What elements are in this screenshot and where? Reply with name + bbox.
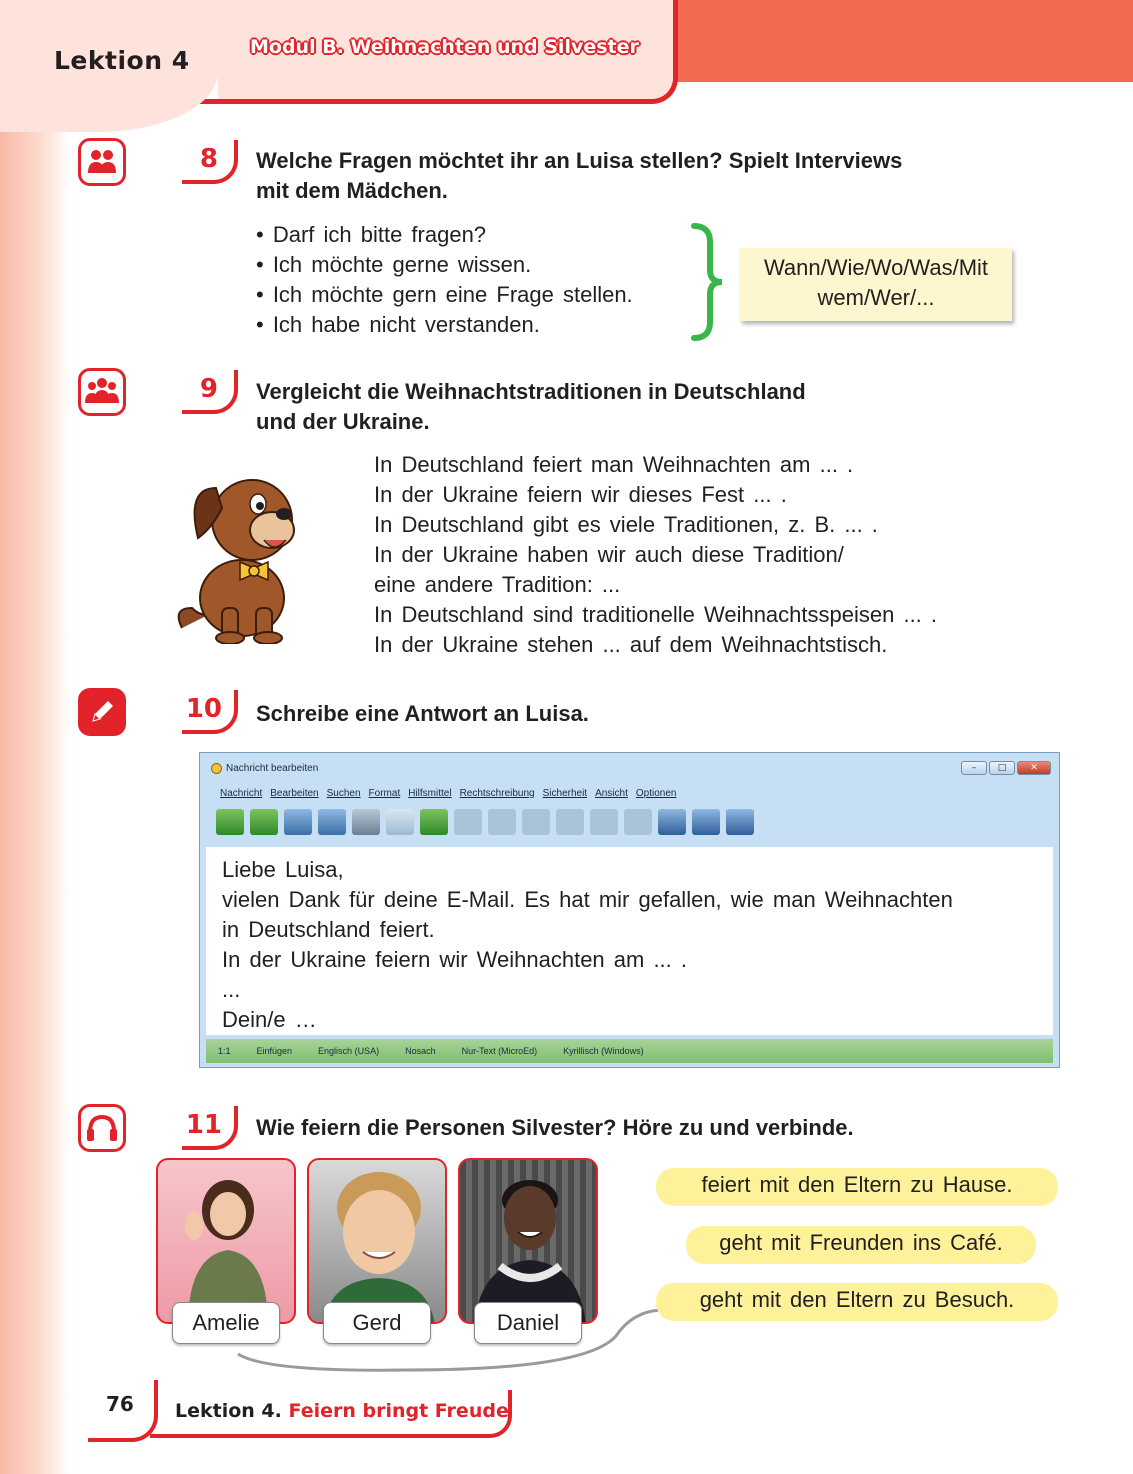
task-8-title-line2: mit dem Mädchen. xyxy=(256,178,448,203)
paste-special-icon[interactable] xyxy=(590,809,618,835)
status-bar xyxy=(206,1039,1053,1063)
window-title: Nachricht bearbeiten xyxy=(226,763,319,774)
status-language: Englisch (USA) xyxy=(318,1046,380,1056)
redo-icon[interactable] xyxy=(454,809,482,835)
footer-title xyxy=(175,1400,509,1422)
list-item: • Ich möchte gern eine Frage stellen. xyxy=(256,282,633,307)
module-title: Modul B. Weihnachten und Silvester xyxy=(250,36,639,58)
window-icon[interactable] xyxy=(726,809,754,835)
insert-icon[interactable] xyxy=(658,809,686,835)
message-line: in Deutschland feiert. xyxy=(222,917,435,942)
task-11-number: 11 xyxy=(185,1110,222,1140)
footer-lesson: Lektion 4. xyxy=(175,1400,282,1422)
group-work-icon xyxy=(78,368,126,416)
sentence-line: In der Ukraine feiern wir dieses Fest ... . xyxy=(374,482,787,507)
task-9-title-line1: Vergleicht die Weihnachtstraditionen in Deutschland xyxy=(256,379,806,404)
print-icon[interactable] xyxy=(352,809,380,835)
answer-option-3[interactable]: geht mit den Eltern zu Besuch. xyxy=(656,1283,1058,1321)
listening-headphones-icon xyxy=(78,1104,126,1152)
send-icon[interactable] xyxy=(216,809,244,835)
lesson-label: Lektion 4 xyxy=(54,46,190,75)
task-8-number: 8 xyxy=(199,144,218,174)
paste-icon[interactable] xyxy=(556,809,584,835)
message-line: Dein/e … xyxy=(222,1007,317,1032)
sentence-line: In Deutschland gibt es viele Traditionen, z. B. ... . xyxy=(374,512,878,537)
attach-icon[interactable] xyxy=(318,809,346,835)
layers-icon[interactable] xyxy=(692,809,720,835)
menu-item-hilfsmittel[interactable]: Hilfsmittel xyxy=(408,788,452,799)
list-item: • Ich möchte gerne wissen. xyxy=(256,252,532,277)
menu-item-bearbeiten[interactable]: Bearbeiten xyxy=(270,788,319,799)
save-icon[interactable] xyxy=(250,809,278,835)
menu-item-optionen[interactable]: Optionen xyxy=(635,788,677,799)
toolbar xyxy=(216,809,754,835)
minimize-button[interactable]: – xyxy=(961,761,987,775)
status-mode: Einfügen xyxy=(256,1046,293,1056)
status-position: 1:1 xyxy=(218,1046,231,1056)
sentence-line: In Deutschland feiert man Weihnachten am ... . xyxy=(374,452,854,477)
status-encoding: Kyrillisch (Windows) xyxy=(563,1046,644,1056)
list-item: • Ich habe nicht verstanden. xyxy=(256,312,540,337)
header-orange-band xyxy=(640,0,1133,82)
question-words-note xyxy=(740,248,1012,321)
note-line: Wann/Wie/Wo/Was/Mit xyxy=(763,255,989,280)
status-user: Nosach xyxy=(405,1046,436,1056)
close-button[interactable]: ✕ xyxy=(1017,761,1051,775)
menu-item-rechtschreibung[interactable]: Rechtschreibung xyxy=(459,788,535,799)
copy-icon[interactable] xyxy=(488,809,516,835)
menu-item-format[interactable]: Format xyxy=(368,788,401,799)
message-line: ... xyxy=(222,977,241,1002)
pair-work-icon xyxy=(78,138,126,186)
format-icon[interactable] xyxy=(624,809,652,835)
note-line: wem/Wer/... xyxy=(817,285,935,310)
page-number: 76 xyxy=(106,1392,134,1416)
side-gradient xyxy=(0,0,70,1474)
window-controls xyxy=(961,761,1051,775)
sentence-line: In Deutschland sind traditionelle Weihnachtsspeisen ... . xyxy=(374,602,938,627)
task-11-title: Wie feiern die Personen Silvester? Höre zu und verbinde. xyxy=(256,1115,854,1140)
menu-item-nachricht[interactable]: Nachricht xyxy=(220,788,263,799)
message-line: vielen Dank für deine E-Mail. Es hat mir gefallen, wie man Weihnachten xyxy=(222,887,953,912)
writing-pencil-icon xyxy=(78,688,126,736)
sentence-line: In der Ukraine stehen ... auf dem Weihnachtstisch. xyxy=(374,632,888,657)
app-icon xyxy=(210,762,223,775)
sentence-line: In der Ukraine haben wir auch diese Tradition/ xyxy=(374,542,844,567)
name-tag-amelie: Amelie xyxy=(172,1302,280,1344)
menu-item-ansicht[interactable]: Ansicht xyxy=(595,788,628,799)
email-editor-window xyxy=(199,752,1060,1068)
cut-icon[interactable] xyxy=(522,809,550,835)
address-book-icon[interactable] xyxy=(284,809,312,835)
message-line: In der Ukraine feiern wir Weihnachten am ... . xyxy=(222,947,688,972)
list-item: • Darf ich bitte fragen? xyxy=(256,222,487,247)
answer-option-1[interactable]: feiert mit den Eltern zu Hause. xyxy=(656,1168,1058,1206)
answer-option-2[interactable]: geht mit Freunden ins Café. xyxy=(686,1226,1036,1264)
task-9-title-line2: und der Ukraine. xyxy=(256,409,430,434)
delete-icon[interactable] xyxy=(386,809,414,835)
footer-topic: Feiern bringt Freude xyxy=(288,1400,509,1422)
connector-line xyxy=(236,1300,666,1380)
comparison-sentences xyxy=(374,450,937,660)
menu-item-sicherheit[interactable]: Sicherheit xyxy=(542,788,588,799)
sentence-line: eine andere Tradition: ... xyxy=(374,572,621,597)
phrase-list xyxy=(256,220,633,340)
task-8-title-line1: Welche Fragen möchtet ihr an Luisa stellen? Spielt Interviews xyxy=(256,148,903,173)
task-10-title: Schreibe eine Antwort an Luisa. xyxy=(256,701,589,726)
menu-bar xyxy=(220,788,676,799)
curly-brace-icon xyxy=(686,222,726,342)
undo-icon[interactable] xyxy=(420,809,448,835)
puppy-illustration xyxy=(172,458,312,644)
menu-item-suchen[interactable]: Suchen xyxy=(326,788,361,799)
message-line: Liebe Luisa, xyxy=(222,857,344,882)
maximize-button[interactable]: □ xyxy=(989,761,1015,775)
task-9-number: 9 xyxy=(199,374,218,404)
status-format: Nur-Text (MicroEd) xyxy=(461,1046,538,1056)
name-tag-gerd: Gerd xyxy=(323,1302,431,1344)
task-10-number: 10 xyxy=(185,694,222,724)
message-body[interactable] xyxy=(206,847,1053,1035)
name-tag-daniel: Daniel xyxy=(474,1302,582,1344)
